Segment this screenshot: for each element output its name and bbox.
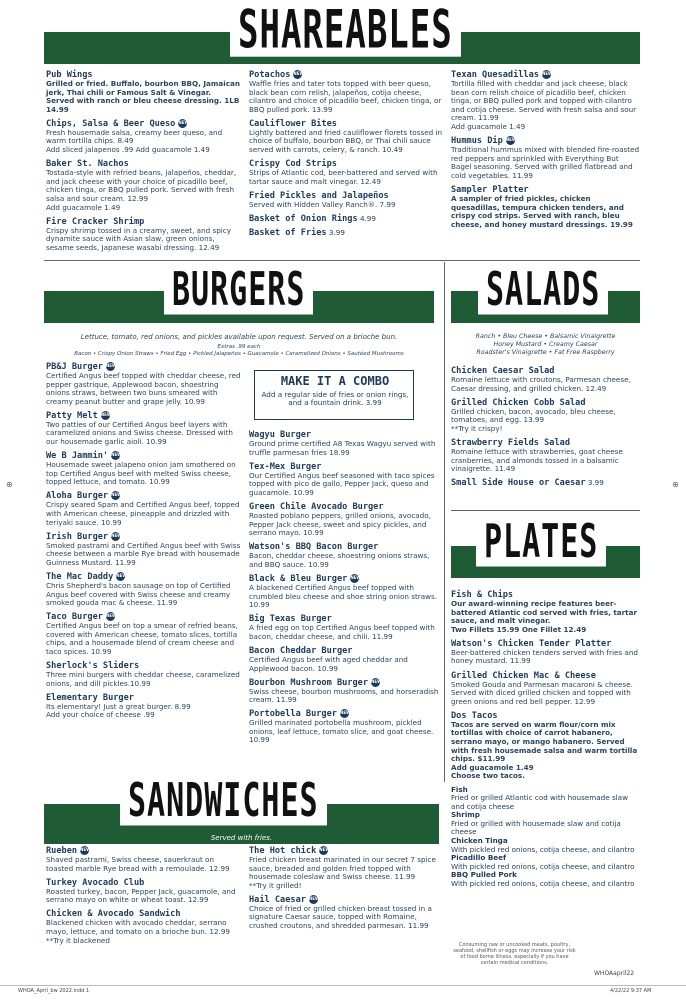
menu-item-title: Irish Burger bbox=[46, 531, 109, 542]
taco-option-name: BBQ Pulled Pork bbox=[451, 870, 517, 880]
menu-item-title: Potachos bbox=[249, 70, 291, 80]
menu-item-description: Traditional hummus mixed with blended fire-roasted red peppers and sprinkled with Everything But Bagel seasoning. Served with grilled flatbread and cold vegetables. 11.99 bbox=[451, 145, 640, 180]
menu-item bbox=[451, 70, 641, 132]
menu-item bbox=[46, 532, 241, 568]
menu-item-title: Baker St. Nachos bbox=[46, 159, 129, 170]
menu-item bbox=[249, 678, 439, 705]
menu-item-price: 4.99 bbox=[357, 213, 376, 223]
new-badge: NEW bbox=[111, 532, 120, 541]
menu-item-title: Chicken & Avocado Sandwich bbox=[46, 909, 181, 920]
menu-item-description: Three mini burgers with cheddar cheese, caramelized onions, and dill pickles.10.99 bbox=[46, 670, 240, 688]
new-badge: NEW bbox=[101, 411, 110, 420]
menu-item-title: Watson's BBQ Bacon Burger bbox=[249, 542, 379, 553]
menu-item bbox=[46, 491, 241, 527]
menu-item bbox=[46, 70, 241, 114]
menu-item bbox=[249, 119, 445, 155]
menu-item-description: Swiss cheese, bourbon mushrooms, and horseradish cream. 11.99 bbox=[249, 686, 439, 705]
menu-item-description: Certified Angus beef with aged cheddar and Applewood bacon. 10.99 bbox=[249, 654, 408, 673]
burgers-col-2 bbox=[249, 430, 439, 750]
new-badge: NEW bbox=[319, 846, 328, 855]
menu-item bbox=[451, 671, 641, 707]
divider bbox=[451, 510, 640, 511]
menu-item-description: Tortilla filled with cheddar and jack cheese, black bean corn relish choice of picadillo beef, chicken tinga, or BBQ pulled pork and topped with cilantro and cotija cheese. Served with fresh salsa and sour cream. 11.99 Add guacamole 1.49 bbox=[451, 79, 637, 131]
menu-item bbox=[249, 895, 439, 931]
burgers-title: BURGERS bbox=[164, 268, 313, 315]
menu-item-title: Grilled Chicken Cobb Salad bbox=[451, 397, 586, 408]
menu-item-description: Chris Shepherd's bacon sausage on top of Certified Angus beef covered with Swiss cheese and creamy smoked gouda mac & cheese. 11.99 bbox=[46, 581, 231, 608]
menu-item bbox=[451, 366, 641, 393]
taco-option bbox=[451, 811, 641, 837]
salads-dressings: Ranch • Bleu Cheese • Balsamic Vinaigrette Honey Mustard • Creamy Caesar Roadster's Vinaigrette • Fat Free Raspberry bbox=[475, 333, 616, 356]
menu-item-title: Rueben bbox=[46, 846, 78, 856]
combo-title: MAKE IT A COMBO bbox=[280, 374, 390, 388]
menu-item-description: Housemade sweet jalapeno onion jam smothered on top Certified Angus beef with melted Swiss cheese, topped lettuce, and tomato. 10.99 bbox=[46, 460, 236, 487]
menu-item-description: Bacon, cheddar cheese, shoestring onions straws, and BBQ sauce. 10.99 bbox=[249, 551, 430, 569]
menu-item bbox=[46, 217, 241, 253]
burgers-intro: Lettuce, tomato, red onions, and pickles available upon request. Served on a brioche bun. bbox=[80, 333, 398, 341]
menu-item bbox=[46, 159, 241, 212]
menu-item-title: Wagyu Burger bbox=[249, 430, 312, 440]
sandwiches-title: SANDWICHES bbox=[120, 779, 327, 826]
menu-item bbox=[249, 159, 445, 186]
menu-item-title: Taco Burger bbox=[46, 612, 103, 623]
shareables-col-2 bbox=[249, 70, 445, 243]
menu-item-title: Tex-Mex Burger bbox=[249, 461, 322, 472]
shareables-col-3 bbox=[451, 70, 641, 234]
menu-item-title: Hummus Dip bbox=[451, 136, 503, 147]
menu-code: WHOAapril22 bbox=[594, 970, 635, 977]
menu-item-description: Fried chicken breast marinated in our secret 7 spice sauce, breaded and golden fried topped with housemade coleslaw and Swiss cheese. 11.99 **Try it grilled! bbox=[249, 855, 436, 890]
menu-item-description: Its elementary! Just a great burger. 8.99 Add your choice of cheese .99 bbox=[46, 701, 191, 720]
menu-item-title: We B Jammin' bbox=[46, 451, 109, 462]
menu-item-description: Grilled or fried. Buffalo, bourbon BBQ, Jamaican jerk, Thai chili or Famous Salt & Vinegar. Served with ranch or bleu cheese dressing. 1LB 14.99 bbox=[46, 79, 240, 114]
menu-item bbox=[46, 661, 241, 688]
menu-item-description: Crispy shrimp tossed in a creamy, sweet, and spicy dynamite sauce with Asian slaw, green onions, sesame seeds, Japanese wasabi dressing. 12.49 bbox=[46, 225, 231, 252]
footer-left: WHOA_April_bw 2022.indd 1 bbox=[18, 988, 90, 994]
menu-item bbox=[46, 878, 241, 905]
menu-item-description: Our award-winning recipe features beer-battered Atlantic cod served with fries, tartar sauce, and malt vinegar. Two Fillets 15.99 One Fillet 12.49 bbox=[451, 599, 637, 634]
menu-item-description: Romaine lettuce with croutons, Parmesan cheese, Caesar dressing, and grilled chicken. 12.49 bbox=[451, 375, 631, 393]
menu-item-title: Texan Quesadillas bbox=[451, 70, 539, 80]
taco-option-description: With pickled red onions, cotija cheese, and cilantro bbox=[451, 844, 635, 854]
menu-item-title: Strawberry Fields Salad bbox=[451, 437, 570, 448]
new-badge: NEW bbox=[350, 574, 359, 583]
new-badge: NEW bbox=[116, 572, 125, 581]
menu-item-title: PB&J Burger bbox=[46, 362, 103, 372]
taco-option bbox=[451, 786, 641, 812]
taco-option-name: Picadillo Beef bbox=[451, 853, 507, 863]
menu-item-title: Fish & Chips bbox=[451, 590, 514, 600]
burgers-extras: Bacon • Crispy Onion Straws • Fried Egg • Pickled Jalapeños • Guacamole • Caramelized Onions • Sautéed Mushrooms bbox=[74, 351, 404, 357]
menu-item bbox=[451, 478, 641, 488]
menu-item-description: Roasted poblano peppers, grilled onions, avocado, Pepper Jack cheese, sweet and spicy pickles, and serrano mayo. 10.99 bbox=[249, 510, 431, 538]
new-badge: NEW bbox=[178, 119, 187, 128]
menu-item bbox=[249, 228, 445, 238]
new-badge: NEW bbox=[293, 70, 302, 79]
sandwiches-intro: Served with fries. bbox=[210, 834, 273, 842]
menu-item bbox=[451, 136, 641, 180]
menu-item bbox=[451, 590, 641, 634]
menu-item-description: Certified Angus beef on top a smear of refried beans, covered with American cheese, tomato slices, tortilla chips, and a housemade blend of cream cheese and taco spices. 10.99 bbox=[46, 621, 238, 657]
menu-item-title: Crispy Cod Strips bbox=[249, 159, 337, 170]
menu-item-description: Ground prime certified A8 Texas Wagyu served with truffle parmesan fries 18.99 bbox=[249, 439, 436, 457]
menu-item bbox=[249, 214, 445, 224]
menu-item-title: Portobella Burger bbox=[249, 709, 337, 720]
menu-item-title: Fire Cracker Shrimp bbox=[46, 216, 145, 227]
plates-title: PLATES bbox=[476, 520, 606, 567]
new-badge: NEW bbox=[106, 612, 115, 621]
menu-item bbox=[46, 451, 241, 487]
menu-item-title: Black & Bleu Burger bbox=[249, 573, 348, 584]
menu-item bbox=[249, 646, 439, 673]
combo-sub: Add a regular side of fries or onion rings, and a fountain drink. 3.99 bbox=[261, 390, 409, 408]
menu-item-title: Chicken Caesar Salad bbox=[451, 366, 555, 376]
menu-item-name bbox=[249, 214, 445, 224]
new-badge: NEW bbox=[111, 491, 120, 500]
shareables-title: SHAREABLES bbox=[230, 4, 461, 57]
menu-item-title: Cauliflower Bites bbox=[249, 118, 337, 129]
taco-option-name: Chicken Tinga bbox=[451, 836, 508, 846]
menu-item-description: A blackened Certified Angus beef topped with crumbled bleu cheese and shoe string onion straws. 10.99 bbox=[249, 582, 438, 610]
menu-item-title: Green Chile Avocado Burger bbox=[249, 501, 384, 512]
menu-item bbox=[249, 542, 439, 569]
burgers-extras-label: Extras .99 each bbox=[217, 344, 261, 350]
menu-item-description: A sampler of fried pickles, chicken quesadillas, tempura chicken tenders, and crispy cod strips. Served with ranch, bleu cheese, and honey mustard dressings. 19.99 bbox=[451, 193, 633, 229]
salads-title: SALADS bbox=[478, 268, 608, 315]
menu-item-description: Crispy seared Spam and Certified Angus beef, topped with American cheese, pineapple and drizzled with teriyaki sauce. 10.99 bbox=[46, 500, 240, 527]
new-badge: NEW bbox=[542, 70, 551, 79]
menu-item-title: Turkey Avocado Club bbox=[46, 877, 145, 888]
taco-option-description: With pickled red onions, cotija cheese, and cilantro bbox=[451, 861, 635, 871]
new-badge: NEW bbox=[111, 451, 120, 460]
menu-item bbox=[249, 430, 439, 457]
menu-item-title: The Hot chick bbox=[249, 846, 317, 856]
menu-item-title: Patty Melt bbox=[46, 410, 98, 421]
menu-item-description: Roasted turkey, bacon, Pepper Jack, guacamole, and serrano mayo on white or wheat toast. 12.99 bbox=[46, 886, 236, 905]
menu-item-description: Blackened chicken with avocado cheddar, serrano mayo, lettuce, and tomato on a brioche bun. 12.99 **Try it blackened bbox=[46, 918, 230, 945]
menu-item-title: Grilled Chicken Mac & Cheese bbox=[451, 670, 596, 681]
menu-item-title: Big Texas Burger bbox=[249, 614, 332, 625]
taco-option-description: Fried or grilled with housemade slaw and cotija cheese bbox=[451, 818, 621, 837]
menu-item-description: Grilled marinated portobella mushroom, pickled onions, leaf lettuce, tomato slice, and goat cheese. 10.99 bbox=[249, 718, 434, 745]
menu-item bbox=[451, 438, 641, 474]
menu-item-title: Elementary Burger bbox=[46, 692, 134, 703]
menu-item bbox=[46, 362, 241, 406]
menu-item-title: Bacon Cheddar Burger bbox=[249, 645, 353, 656]
taco-option bbox=[451, 837, 641, 854]
registration-mark: ⊕ bbox=[6, 480, 13, 489]
divider bbox=[444, 262, 445, 782]
menu-item bbox=[46, 693, 241, 720]
registration-mark: ⊕ bbox=[672, 480, 679, 489]
menu-item bbox=[46, 119, 241, 155]
new-badge: NEW bbox=[506, 136, 515, 145]
menu-item-description: Lightly battered and fried cauliflower florets tossed in choice of buffalo, bourbon BBQ, or Thai chili sauce served with carrots, celery, & ranch. 10.49 bbox=[249, 127, 443, 155]
menu-item-price: 3.99 bbox=[585, 478, 604, 488]
menu-item-description: Shaved pastrami, Swiss cheese, sauerkraut on toasted marble Rye bread with a remoulade. 12.99 bbox=[46, 855, 230, 873]
menu-item-description: Beer-battered chicken tenders served with fries and honey mustard. 11.99 bbox=[451, 647, 638, 666]
menu-item-title: Sherlock's Sliders bbox=[46, 661, 140, 672]
new-badge: NEW bbox=[340, 709, 349, 718]
menu-item-title: Basket of Onion Rings bbox=[249, 213, 358, 224]
menu-item bbox=[46, 612, 241, 656]
salads-col bbox=[451, 366, 641, 493]
menu-item bbox=[451, 711, 641, 781]
shareables-col-1 bbox=[46, 70, 241, 257]
menu-item bbox=[249, 709, 439, 745]
menu-item bbox=[46, 411, 241, 447]
combo-box bbox=[254, 370, 414, 420]
menu-item-description: Smoked Gouda and Parmesan macaroni & cheese. Served with diced grilled chicken and topped with green onions and red bell pepper. 12.99 bbox=[451, 679, 633, 706]
menu-item-description: Fresh housemade salsa, creamy beer queso, and warm tortilla chips. 8.49 Add sliced jalapenos .99 Add guacamole 1.49 bbox=[46, 127, 223, 155]
menu-item-title: Fried Pickles and Jalapeños bbox=[249, 190, 389, 201]
menu-item-title: Pub Wings bbox=[46, 70, 93, 80]
menu-item bbox=[249, 462, 439, 498]
menu-item-title: Basket of Fries bbox=[249, 228, 327, 239]
new-badge: NEW bbox=[106, 362, 115, 371]
sandwiches-col-1 bbox=[46, 846, 241, 950]
menu-item bbox=[249, 70, 445, 114]
menu-item-description: A fried egg on top Certified Angus beef topped with bacon, cheddar cheese, and chili. 11.99 bbox=[249, 623, 435, 641]
taco-option-name: Shrimp bbox=[451, 810, 480, 820]
menu-item bbox=[451, 185, 641, 229]
menu-item bbox=[249, 191, 445, 210]
menu-item bbox=[451, 639, 641, 666]
menu-item-title: Aloha Burger bbox=[46, 491, 109, 502]
menu-item-description: Waffle fries and tater tots topped with beer queso, black bean corn relish, jalapeños, cotija cheese, cilantro and choice of picadillo beef, chicken tinga, or BBQ pulled pork. 13.99 bbox=[249, 79, 442, 114]
taco-option-name: Fish bbox=[451, 784, 468, 794]
burgers-col-1 bbox=[46, 362, 241, 725]
menu-item bbox=[46, 572, 241, 608]
menu-item-description: Tacos are served on warm flour/corn mix tortillas with choice of carrot habanero, serrano mayo, or mango habanero. Served with fresh housemade salsa and warm tortilla chips. $11.99 Add guacamole 1.49 Choose two tacos. bbox=[451, 719, 638, 781]
menu-item bbox=[46, 909, 241, 945]
menu-item-name bbox=[249, 228, 445, 238]
bottom-rule bbox=[0, 985, 686, 986]
menu-item bbox=[46, 846, 241, 873]
menu-item-description: Served with Hidden Valley Ranch®. 7.99 bbox=[249, 199, 396, 209]
disclaimer: Consuming raw or uncooked meats, poultry, seafood, shellfish or eggs may increase your risk of food borne illness, especially if you have certain medical conditions. bbox=[453, 942, 576, 966]
menu-item-title: Small Side House or Caesar bbox=[451, 478, 586, 489]
menu-item-price: 3.99 bbox=[326, 228, 345, 238]
menu-item-description: Choice of fried or grilled chicken breast tossed in a signature Caesar sauce, topped with Romaine, crushed croutons, and shredded parmesan. 11.99 bbox=[249, 903, 432, 931]
menu-item-title: Hail Caesar bbox=[249, 894, 306, 905]
menu-item-description: Certified Angus beef topped with cheddar cheese, red pepper gastrique, Applewood bacon, shoestring onions straws, between two buns smeared with creamy peanut butter and grape jelly. 10.99 bbox=[46, 371, 241, 406]
sandwiches-col-2 bbox=[249, 846, 439, 935]
menu-item-description: Our Certified Angus beef seasoned with taco spices topped with pico de gallo, Pepper Jack, queso and guacamole. 10.99 bbox=[249, 470, 435, 497]
menu-item-title: Bourbon Mushroom Burger bbox=[249, 677, 368, 688]
taco-option-description: With pickled red onions, cotija cheese, and cilantro bbox=[451, 879, 635, 889]
taco-option bbox=[451, 871, 641, 888]
new-badge: NEW bbox=[80, 846, 89, 855]
menu-item-title: Sampler Platter bbox=[451, 184, 529, 195]
menu-item bbox=[249, 846, 439, 890]
menu-item-description: Smoked pastrami and Certified Angus beef with Swiss cheese between a marble Rye bread with housemade Guinness Mustard. 11.99 bbox=[46, 540, 241, 567]
divider bbox=[44, 260, 640, 261]
menu-item-title: Chips, Salsa & Beer Queso bbox=[46, 118, 176, 129]
menu-item bbox=[249, 614, 439, 641]
menu-item-title: The Mac Daddy bbox=[46, 572, 114, 582]
menu-item-description: Two patties of our Certified Angus beef layers with caramelized onions and Swiss cheese. Dressed with our housemade garlic aioli. 10.99 bbox=[46, 419, 233, 447]
menu-item-title: Dos Tacos bbox=[451, 710, 498, 721]
new-badge: NEW bbox=[371, 678, 380, 687]
menu-item-name bbox=[451, 478, 641, 488]
menu-item bbox=[451, 398, 641, 434]
menu-item-title: Watson's Chicken Tender Platter bbox=[451, 638, 612, 649]
menu-item bbox=[249, 574, 439, 610]
footer-right: 4/22/22 9:37 AM bbox=[610, 988, 652, 994]
taco-option bbox=[451, 854, 641, 871]
menu-item-description: Romaine lettuce with strawberries, goat cheese cranberries, and almonds tossed in a balsamic vinaigrette. 11.49 bbox=[451, 446, 623, 474]
plates-col bbox=[451, 590, 641, 889]
taco-option-description: Fried or grilled Atlantic cod with housemade slaw and cotija cheese bbox=[451, 793, 628, 811]
menu-item-description: Tostada-style with refried beans, jalapeños, cheddar, and jack cheese with your choice of picadillo beef, chicken tinga, or BBQ pulled pork. Served with fresh salsa and sour cream. 12.99 Add guacamole 1.49 bbox=[46, 168, 237, 212]
menu-item-description: Grilled chicken, bacon, avocado, bleu cheese, tomatoes, and egg. 13.99 **Try it crispy! bbox=[451, 406, 616, 433]
new-badge: NEW bbox=[309, 895, 318, 904]
menu-item-description: Strips of Atlantic cod, beer-battered and served with tartar sauce and malt vinegar. 12.49 bbox=[249, 168, 438, 186]
menu-item bbox=[249, 502, 439, 538]
